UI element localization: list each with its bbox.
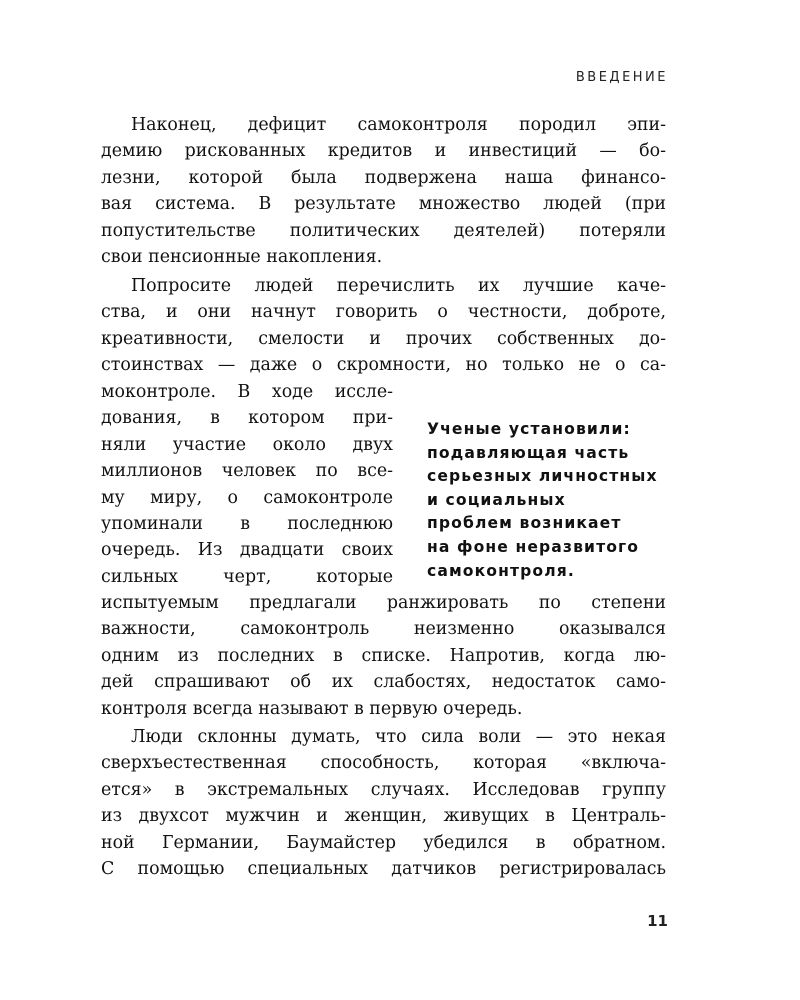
text-line: испытуемым предлагали ранжировать по степени <box>101 593 666 613</box>
text-line: сверхъестественная способность, которая «включа- <box>101 753 666 774</box>
text-line: демию рискованных кредитов и инвестиций — бо- <box>101 141 666 162</box>
text-line: ной Германии, Баумайстер убедился в обратном. <box>101 832 666 853</box>
paragraph-2-intro <box>101 273 666 379</box>
text-line: сильных черт, которые <box>101 566 393 587</box>
text-line: важности, самоконтроль неизменно оказывался <box>101 619 666 640</box>
pull-quote-line: на фоне неразвитого <box>427 537 640 556</box>
page-number: 11 <box>647 912 668 930</box>
text-line: му миру, о самоконтроле <box>101 487 393 508</box>
text-line: вая система. В результате множество людей (при <box>101 194 666 215</box>
paragraph-2-narrow-column <box>101 379 393 590</box>
text-line: одним из последних в списке. Напротив, когда лю- <box>101 645 666 666</box>
text-line: креативности, смелости и прочих собственных до- <box>101 328 666 349</box>
paragraph-2-rest <box>101 590 666 722</box>
paragraph-1 <box>101 112 666 270</box>
text-line: няли участие около двух <box>101 434 393 455</box>
paragraph-3 <box>101 724 666 882</box>
text-line: Попросите людей перечислить их лучшие каче- <box>131 276 666 296</box>
text-line: миллионов человек по все- <box>101 461 393 482</box>
text-line: лезни, которой была подвержена наша финансо- <box>101 167 666 188</box>
text-line: стоинствах — даже о скромности, но только не о са- <box>101 355 666 376</box>
text-line: ства, и они начнут говорить о честности, доброте, <box>101 302 666 323</box>
text-line: С помощью специальных датчиков регистрировалась <box>101 859 666 880</box>
text-line: контроля всегда называют в первую очередь. <box>101 698 523 719</box>
pull-quote-line: и социальных <box>427 490 566 509</box>
text-line: из двухсот мужчин и женщин, живущих в Централь- <box>101 806 666 827</box>
text-line: дования, в котором при- <box>101 408 393 429</box>
pull-quote-line: серьезных личностных <box>427 467 658 486</box>
pull-quote-line: самоконтроля. <box>427 561 575 580</box>
text-line: моконтроле. В ходе иссле- <box>101 382 393 402</box>
pull-quote-line: Ученые установили: <box>427 420 631 438</box>
text-line: Люди склонны думать, что сила воли — это некая <box>131 727 666 747</box>
text-line: очередь. Из двадцати своих <box>101 540 393 561</box>
text-line: Наконец, дефицит самоконтроля породил эпи- <box>131 115 666 135</box>
text-line: дей спрашивают об их слабостях, недостаток само- <box>101 672 666 693</box>
text-line: упоминали в последнюю <box>101 514 393 535</box>
text-line: свои пенсионные накопления. <box>101 247 383 268</box>
running-head: ВВЕДЕНИЕ <box>575 70 668 85</box>
text-line: ется» в экстремальных случаях. Исследовав группу <box>101 779 666 800</box>
pull-quote-line: подавляющая часть <box>427 443 630 462</box>
pull-quote-line: проблем возникает <box>427 514 622 533</box>
text-line: попустительстве политических деятелей) потеряли <box>101 220 666 241</box>
pull-quote <box>427 418 717 583</box>
